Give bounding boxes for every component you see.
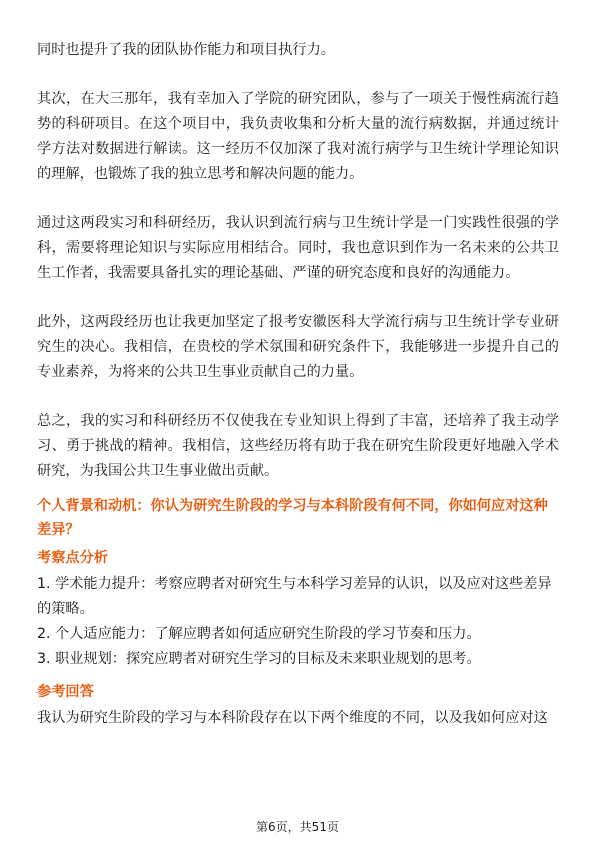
analysis-item: 3. 职业规划：探究应聘者对研究生学习的目标及未来职业规划的思考。 [37, 651, 481, 667]
answer-heading: 参考回答 [37, 684, 94, 700]
paragraph-conclusion: 总之，我的实习和科研经历不仅使我在专业知识上得到了丰富，还培养了我主动学习、勇于挑战的精神。我相信，这些经历将有助于我在研究生阶段更好地融入学术研究，为我国公共卫生事业做出贡献。 [37, 413, 559, 479]
paragraph-motivation: 此外，这两段经历也让我更加坚定了报考安徽医科大学流行病与卫生统计学专业研究生的决心。我相信，在贵校的学术氛围和研究条件下，我能够进一步提升自己的专业素养，为将来的公共卫生事业贡献自己的力量。 [37, 314, 559, 380]
analysis-item: 1. 学术能力提升：考察应聘者对研究生与本科学习差异的认识，以及应对这些差异的策略。 [37, 576, 552, 617]
analysis-heading: 考察点分析 [37, 550, 108, 566]
page-content [37, 38, 559, 731]
analysis-item: 2. 个人适应能力：了解应聘者如何适应研究生阶段的学习节奏和压力。 [37, 626, 481, 642]
paragraph-continuation: 同时也提升了我的团队协作能力和项目执行力。 [37, 42, 335, 58]
page-number: 第6页，共51页 [256, 820, 339, 834]
question-heading: 个人背景和动机：你认为研究生阶段的学习与本科阶段有何不同，你如何应对这种差异？ [37, 498, 548, 538]
paragraph-research-experience: 其次，在大三那年，我有幸加入了学院的研究团队，参与了一项关于慢性病流行趋势的科研项目。在这个项目中，我负责收集和分析大量的流行病数据，并通过统计学方法对数据进行解读。这一经历不仅加深了我对流行病学与卫生统计学理论知识的理解，也锻炼了我的独立思考和解决问题的能力。 [37, 91, 559, 182]
paragraph-reflection: 通过这两段实习和科研经历，我认识到流行病与卫生统计学是一门实践性很强的学科，需要将理论知识与实际应用相结合。同时，我也意识到作为一名未来的公共卫生工作者，我需要具备扎实的理论基础、严谨的研究态度和良好的沟通能力。 [37, 215, 559, 281]
answer-text: 我认为研究生阶段的学习与本科阶段存在以下两个维度的不同，以及我如何应对这 [37, 710, 548, 726]
